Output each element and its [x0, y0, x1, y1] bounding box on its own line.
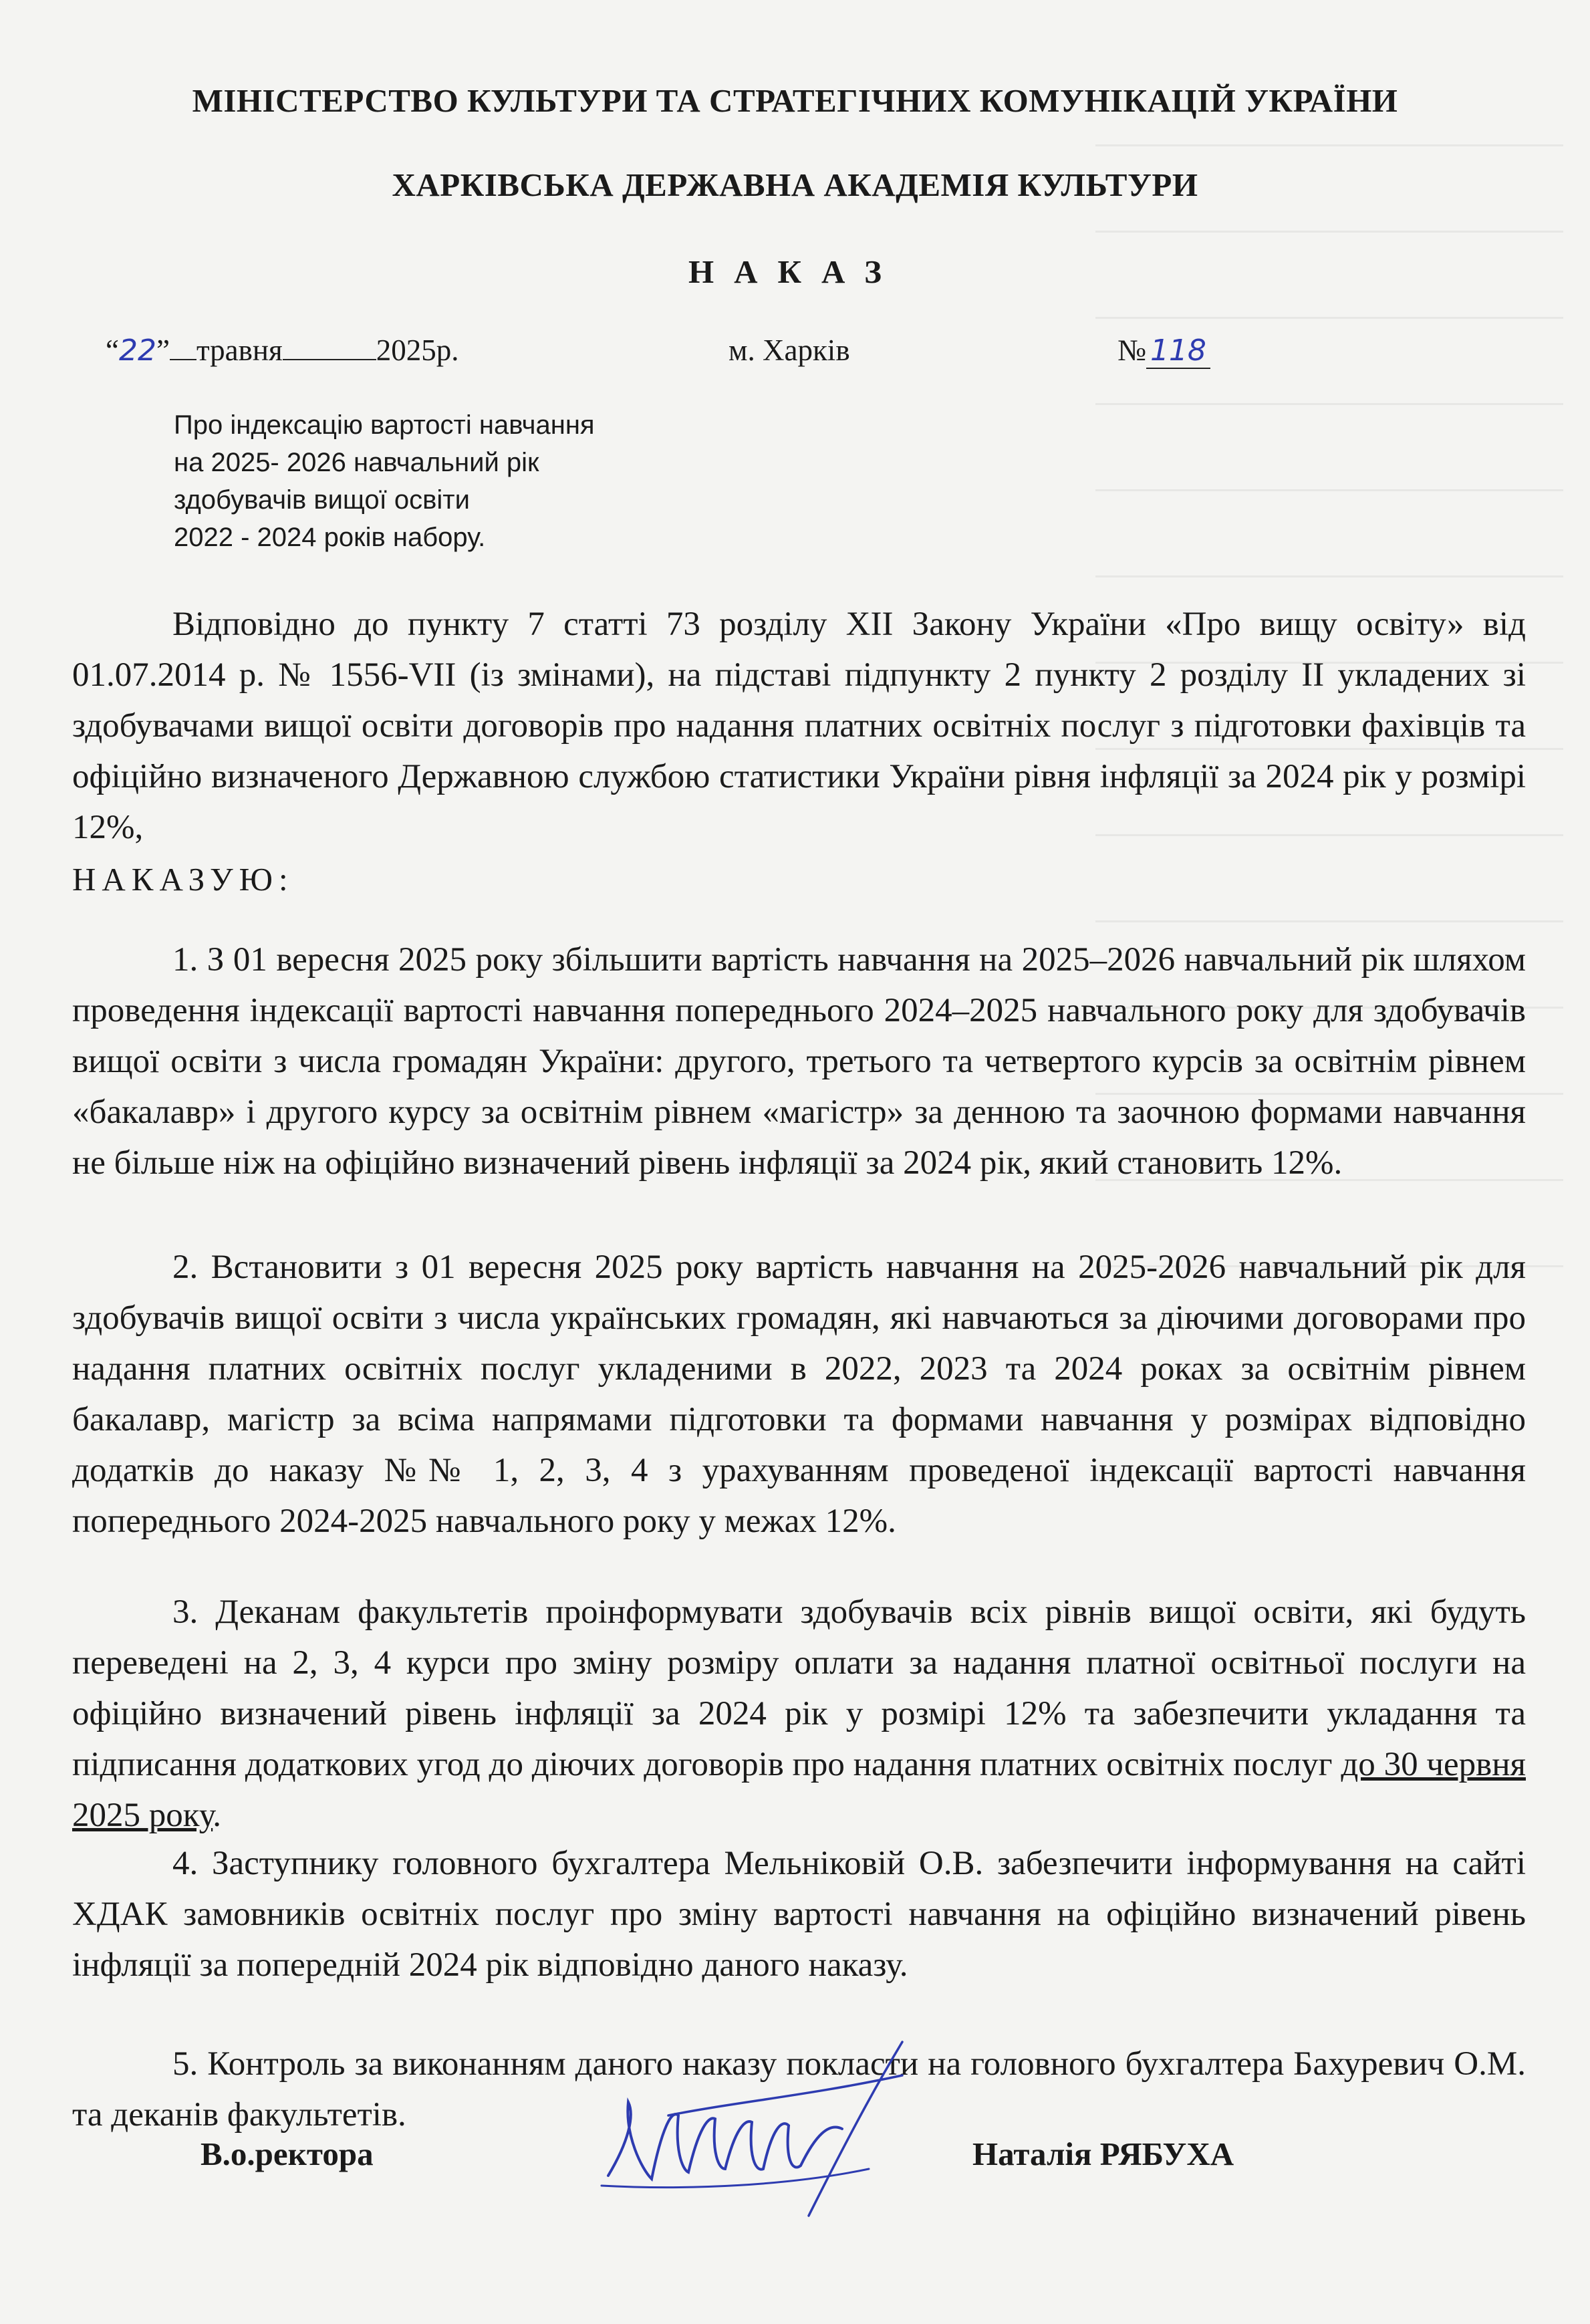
subject-line: 2022 - 2024 років набору. [174, 523, 486, 552]
order-date [106, 333, 458, 368]
date-month: травня [196, 334, 283, 367]
date-quote-close: ” [156, 334, 170, 367]
order-item-3-end: . [213, 1797, 221, 1834]
order-subject [174, 406, 775, 556]
date-day-handwritten: 22 [118, 334, 156, 368]
handwritten-signature [588, 2035, 936, 2236]
subject-line: на 2025- 2026 навчальний рік [174, 448, 539, 477]
academy-heading: ХАРКІВСЬКА ДЕРЖАВНА АКАДЕМІЯ КУЛЬТУРИ [392, 166, 1198, 203]
order-directive-word: НАКАЗУЮ: [72, 861, 294, 898]
order-item-3-text: 3. Деканам факультетів проінформувати здобувачів всіх рівнів вищої освіти, які будуть переведені на 2, 3, 4 курси про зміну розміру оплати за надання платної освітньої послуги на офіційно визначений рівень інфляції за 2024 рік у розмірі 12% та забезпечити укладання та підписання додаткових угод до діючих договорів про надання платних освітніх послуг [72, 1593, 1526, 1783]
order-item-5: 5. Контроль за виконанням даного наказу покласти на головного бухгалтера Бахуревич О.М. та деканів факультетів. [72, 2045, 1526, 2134]
order-number-label: № [1117, 334, 1146, 367]
signatory-name: Наталія РЯБУХА [972, 2136, 1234, 2172]
order-city: м. Харків [728, 334, 850, 367]
date-year: 2025р. [376, 334, 459, 367]
signatory-role: В.о.ректора [201, 2136, 374, 2172]
order-item-3 [72, 1587, 1526, 1841]
order-number [1117, 333, 1210, 368]
preamble-paragraph: Відповідно до пункту 7 статті 73 розділу XII Закону України «Про вищу освіту» від 01.07.2014 р. № 1556-VII (із змінами), на підставі підпункту 2 пункту 2 розділу II укладених зі здобувачами вищої освіти договорів про надання платних освітніх послуг з підготовки фахівців та офіційно визначеного Державною службою статистики України рівня інфляції за 2024 рік у розмірі 12%, [72, 606, 1526, 846]
subject-line: Про індексацію вартості навчання [174, 410, 595, 440]
order-item-4: 4. Заступнику головного бухгалтера Мельніковій О.В. забезпечити інформування на сайті ХДАК замовників освітніх послуг про зміну вартості навчання на офіційно визначений рівень інфляції за попередній 2024 рік відповідно даного наказу. [72, 1845, 1526, 1984]
date-blank [283, 358, 376, 360]
subject-line: здобувачів вищої освіти [174, 485, 470, 515]
order-item-3-deadline: до 30 червня 2025 року [72, 1746, 1526, 1834]
date-quote-open: “ [106, 334, 119, 367]
order-item-1: 1. З 01 вересня 2025 року збільшити вартість навчання на 2025–2026 навчальний рік шляхом проведення індексації вартості навчання попереднього 2024–2025 навчального року для здобувачів вищої освіти з числа громадян України: другого, третього та четвертого курсів за освітнім рівнем «бакалавр» і другого курсу за освітнім рівнем «магістр» за денною та заочною формами навчання не більше ніж на офіційно визначений рівень інфляції за 2024 рік, який становить 12%. [72, 941, 1526, 1182]
order-item-2: 2. Встановити з 01 вересня 2025 року вартість навчання на 2025-2026 навчальний рік для здобувачів вищої освіти з числа українських громадян, які навчаються за діючими договорами про надання платних освітніх послуг укладеними в 2022, 2023 та 2024 роках за освітнім рівнем бакалавр, магістр за всіма напрямами підготовки та формами навчання у розмірах відповідно додатків до наказу №№ 1, 2, 3, 4 з урахуванням проведеної індексації вартості навчання попереднього 2024-2025 навчального року у межах 12%. [72, 1249, 1526, 1540]
document-type-title: НАКАЗ [688, 253, 902, 290]
date-blank [170, 358, 196, 360]
ministry-heading: МІНІСТЕРСТВО КУЛЬТУРИ ТА СТРАТЕГІЧНИХ КОМУНІКАЦІЙ УКРАЇНИ [192, 82, 1398, 119]
order-number-handwritten: 118 [1146, 334, 1210, 369]
